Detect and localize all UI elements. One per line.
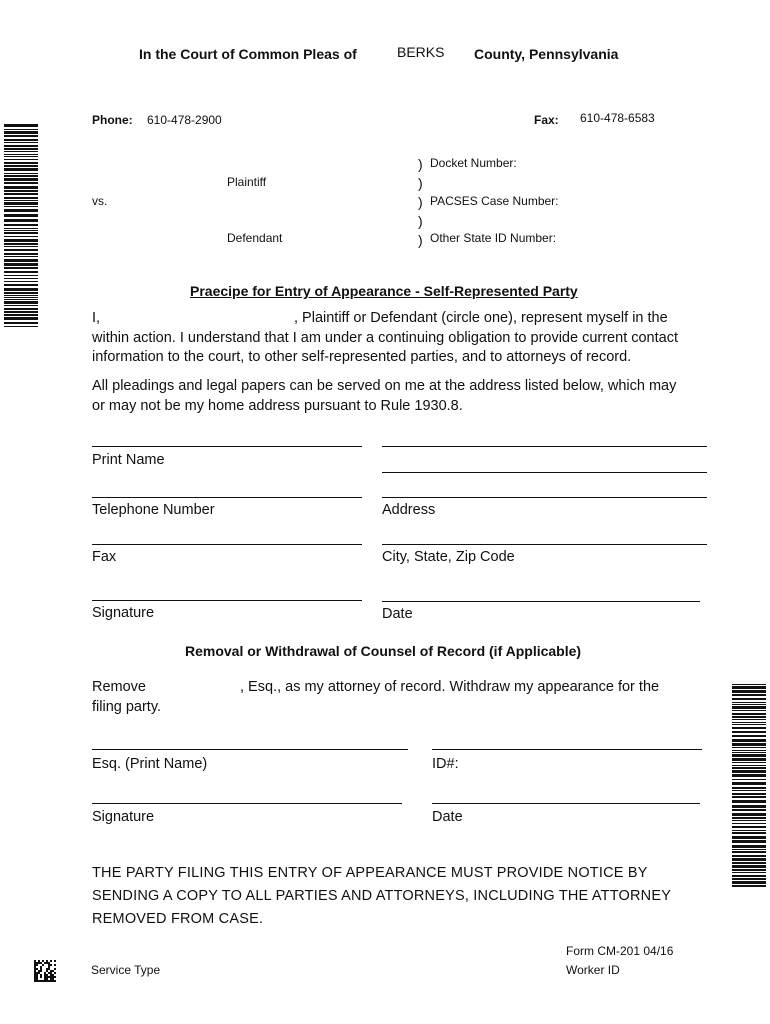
barcode-bar xyxy=(4,168,38,171)
address-line-1[interactable] xyxy=(382,446,707,447)
form-id: Form CM-201 04/16 xyxy=(566,944,674,958)
barcode-bar xyxy=(4,186,38,189)
removal-date-line[interactable] xyxy=(432,803,700,804)
barcode-bar xyxy=(732,869,766,871)
barcode-bar xyxy=(4,124,38,127)
barcode-bar xyxy=(4,182,38,184)
worker-id-label: Worker ID xyxy=(566,963,620,977)
qr-module xyxy=(40,980,42,982)
qr-module xyxy=(40,976,42,978)
barcode-bar xyxy=(4,139,38,141)
qr-module xyxy=(48,976,50,978)
barcode-bar xyxy=(732,862,766,864)
barcode-bar xyxy=(4,267,38,269)
barcode-bar xyxy=(4,256,38,257)
barcode-bar xyxy=(732,820,766,821)
praecipe-line3: information to the court, to other self-represented parties, and to attorneys of record. xyxy=(92,349,632,365)
barcode-bar xyxy=(732,790,766,791)
barcode-bar xyxy=(4,288,38,291)
barcode-bar xyxy=(732,752,766,753)
barcode-bar xyxy=(732,793,766,795)
praecipe-line4: All pleadings and legal papers can be served on me at the address listed below, which may xyxy=(92,378,677,394)
left-barcode xyxy=(4,124,38,328)
barcode-bar xyxy=(4,209,38,212)
qr-module xyxy=(44,980,46,982)
barcode-bar xyxy=(732,845,766,848)
qr-module xyxy=(50,980,52,982)
print-name-label: Print Name xyxy=(92,452,165,468)
barcode-bar xyxy=(4,301,38,304)
qr-module xyxy=(42,964,44,966)
qr-module xyxy=(38,972,40,974)
barcode-bar xyxy=(4,165,38,167)
court-prefix: In the Court of Common Pleas of xyxy=(139,46,357,62)
barcode-bar xyxy=(4,284,38,286)
barcode-bar xyxy=(732,805,766,808)
qr-module xyxy=(54,976,56,978)
qr-module xyxy=(34,974,36,976)
barcode-bar xyxy=(732,849,766,850)
print-name-line[interactable] xyxy=(92,446,362,447)
barcode-bar xyxy=(4,129,38,130)
barcode-bar xyxy=(4,236,38,237)
barcode-bar xyxy=(4,193,38,195)
right-barcode xyxy=(732,684,766,888)
barcode-bar xyxy=(732,823,766,824)
barcode-bar xyxy=(4,214,38,217)
id-number-line[interactable] xyxy=(432,749,702,750)
qr-module xyxy=(34,970,36,972)
barcode-bar xyxy=(4,305,38,306)
barcode-bar xyxy=(732,684,766,685)
barcode-bar xyxy=(4,175,38,177)
barcode-bar xyxy=(4,314,38,316)
barcode-bar xyxy=(4,148,38,150)
address-label: Address xyxy=(382,502,436,518)
barcode-bar xyxy=(732,765,766,766)
qr-module xyxy=(50,970,52,972)
barcode-bar xyxy=(4,230,38,231)
docket-number-label: Docket Number: xyxy=(430,156,517,170)
date-label: Date xyxy=(382,606,413,622)
qr-module xyxy=(46,970,48,972)
barcode-bar xyxy=(732,851,766,853)
telephone-line[interactable] xyxy=(92,497,362,498)
barcode-bar xyxy=(732,686,766,689)
barcode-bar xyxy=(732,770,766,773)
barcode-bar xyxy=(732,713,766,715)
barcode-bar xyxy=(4,263,38,266)
barcode-bar xyxy=(732,796,766,798)
qr-module xyxy=(36,978,38,980)
qr-module xyxy=(36,976,38,978)
barcode-bar xyxy=(732,704,766,705)
barcode-bar xyxy=(732,710,766,711)
caption-paren: ) xyxy=(418,175,423,191)
barcode-bar xyxy=(4,162,38,164)
caption-paren: ) xyxy=(418,232,423,248)
qr-module xyxy=(46,960,48,962)
qr-module xyxy=(54,964,56,966)
qr-module xyxy=(46,974,48,976)
barcode-bar xyxy=(732,706,766,709)
remove-label: Remove xyxy=(92,679,146,695)
fax-line[interactable] xyxy=(92,544,362,545)
phone-value[interactable]: 610-478-2900 xyxy=(147,113,222,127)
qr-module xyxy=(46,978,48,980)
barcode-bar xyxy=(732,840,766,843)
qr-module xyxy=(52,970,54,972)
caption-paren: ) xyxy=(418,213,423,229)
barcode-bar xyxy=(732,858,766,861)
qr-module xyxy=(50,960,52,962)
barcode-bar xyxy=(732,747,766,748)
qr-module xyxy=(40,970,42,972)
barcode-bar xyxy=(4,190,38,192)
qr-module xyxy=(46,962,48,964)
praecipe-line5: or may not be my home address pursuant to Rule 1930.8. xyxy=(92,398,463,414)
barcode-bar xyxy=(732,782,766,785)
qr-module xyxy=(52,974,54,976)
barcode-bar xyxy=(4,243,38,245)
barcode-bar xyxy=(4,322,38,324)
barcode-bar xyxy=(732,754,766,757)
barcode-bar xyxy=(732,739,766,742)
qr-module xyxy=(44,978,46,980)
fax-field-label: Fax xyxy=(92,549,117,565)
qr-module xyxy=(50,978,52,980)
removal-signature-line[interactable] xyxy=(92,803,402,804)
barcode-bar xyxy=(732,743,766,746)
barcode-bar xyxy=(732,826,766,828)
barcode-bar xyxy=(4,224,38,226)
barcode-bar xyxy=(4,271,38,273)
city-state-zip-line[interactable] xyxy=(382,544,707,545)
court-suffix: County, Pennsylvania xyxy=(474,46,619,62)
qr-module xyxy=(38,962,40,964)
barcode-bar xyxy=(732,774,766,777)
barcode-bar xyxy=(732,800,766,803)
service-type-label: Service Type xyxy=(91,963,161,977)
qr-module xyxy=(52,978,54,980)
qr-module xyxy=(52,980,54,982)
barcode-bar xyxy=(4,145,38,147)
barcode-bar xyxy=(4,246,38,247)
notice-line1: THE PARTY FILING THIS ENTRY OF APPEARANCE MUST PROVIDE NOTICE BY xyxy=(92,865,648,881)
qr-module xyxy=(42,960,44,962)
barcode-bar xyxy=(4,200,38,201)
barcode-bar xyxy=(4,154,38,155)
barcode-bar xyxy=(4,135,38,137)
qr-module xyxy=(36,968,38,970)
qr-module xyxy=(34,976,36,978)
qr-module xyxy=(34,980,36,982)
fax-value[interactable]: 610-478-6583 xyxy=(580,111,655,125)
barcode-bar xyxy=(732,694,766,696)
barcode-bar xyxy=(732,762,766,763)
barcode-bar xyxy=(4,311,38,313)
barcode-bar xyxy=(4,259,38,262)
telephone-number-label: Telephone Number xyxy=(92,502,215,518)
qr-module xyxy=(44,972,46,974)
removal-title: Removal or Withdrawal of Counsel of Record (if Applicable) xyxy=(185,643,582,659)
barcode-bar xyxy=(732,872,766,873)
barcode-bar xyxy=(4,297,38,298)
qr-module xyxy=(40,974,42,976)
barcode-bar xyxy=(732,735,766,737)
qr-module xyxy=(34,972,36,974)
qr-module xyxy=(48,968,50,970)
qr-module xyxy=(42,980,44,982)
qr-module xyxy=(34,978,36,980)
barcode-bar xyxy=(4,219,38,222)
plaintiff-label: Plaintiff xyxy=(227,175,267,189)
barcode-bar xyxy=(4,178,38,181)
barcode-bar xyxy=(732,731,766,733)
barcode-bar xyxy=(732,813,766,816)
barcode-bar xyxy=(4,159,38,160)
signature-label: Signature xyxy=(92,605,155,621)
qr-module xyxy=(44,976,46,978)
barcode-bar xyxy=(732,698,766,700)
barcode-bar xyxy=(732,855,766,857)
qr-module xyxy=(48,980,50,982)
barcode-bar xyxy=(4,239,38,242)
barcode-bar xyxy=(4,142,38,143)
esq-name-line[interactable] xyxy=(92,749,408,750)
notice-line3: REMOVED FROM CASE. xyxy=(92,911,264,927)
barcode-bar xyxy=(4,308,38,310)
removal-date-label: Date xyxy=(432,809,463,825)
qr-module xyxy=(54,960,56,962)
phone-label: Phone: xyxy=(92,113,133,127)
praecipe-line2: within action. I understand that I am under a continuing obligation to provide current contact xyxy=(92,330,678,346)
barcode-bar xyxy=(732,779,766,780)
barcode-bar xyxy=(732,817,766,819)
praecipe-title: Praecipe for Entry of Appearance - Self-Represented Party xyxy=(190,283,578,299)
barcode-bar xyxy=(4,249,38,251)
barcode-bar xyxy=(732,865,766,868)
qr-module xyxy=(36,964,38,966)
id-label: ID#: xyxy=(432,756,459,772)
qr-module xyxy=(46,968,48,970)
qr-module xyxy=(38,980,40,982)
qr-code-icon xyxy=(34,960,56,982)
removal-line1: , Esq., as my attorney of record. Withdraw my appearance for the xyxy=(240,679,660,695)
qr-module xyxy=(40,968,42,970)
city-state-zip-label: City, State, Zip Code xyxy=(382,549,515,565)
qr-module xyxy=(54,968,56,970)
barcode-bar xyxy=(4,232,38,234)
removal-signature-label: Signature xyxy=(92,809,155,825)
qr-module xyxy=(34,964,36,966)
barcode-bar xyxy=(732,881,766,884)
qr-module xyxy=(52,976,54,978)
address-line-3[interactable] xyxy=(382,497,707,498)
notice-line2: SENDING A COPY TO ALL PARTIES AND ATTORNEYS, INCLUDING THE ATTORNEY xyxy=(92,888,672,904)
barcode-bar xyxy=(4,131,38,134)
barcode-bar xyxy=(732,690,766,693)
qr-module xyxy=(36,974,38,976)
barcode-bar xyxy=(4,151,38,152)
barcode-bar xyxy=(4,202,38,205)
barcode-bar xyxy=(4,253,38,255)
fax-label: Fax: xyxy=(534,113,559,127)
barcode-bar xyxy=(732,830,766,831)
barcode-bar xyxy=(732,836,766,839)
qr-module xyxy=(48,972,50,974)
barcode-bar xyxy=(732,719,766,720)
qr-module xyxy=(54,972,56,974)
barcode-bar xyxy=(732,716,766,718)
esq-print-name-label: Esq. (Print Name) xyxy=(92,756,208,772)
qr-module xyxy=(50,972,52,974)
barcode-bar xyxy=(732,722,766,723)
barcode-bar xyxy=(732,702,766,703)
qr-module xyxy=(50,976,52,978)
qr-module xyxy=(40,966,42,968)
barcode-bar xyxy=(732,809,766,811)
qr-module xyxy=(34,962,36,964)
barcode-bar xyxy=(732,750,766,751)
barcode-bar xyxy=(732,758,766,761)
signature-line[interactable] xyxy=(92,600,362,601)
county-value[interactable]: BERKS xyxy=(397,44,445,60)
qr-module xyxy=(34,966,36,968)
vs-label: vs. xyxy=(92,194,108,208)
qr-module xyxy=(44,974,46,976)
praecipe-i-label: I, xyxy=(92,310,101,326)
qr-module xyxy=(46,976,48,978)
removal-line2: filing party. xyxy=(92,699,162,715)
qr-module xyxy=(48,966,50,968)
address-line-2[interactable] xyxy=(382,472,707,473)
qr-module xyxy=(38,970,40,972)
barcode-bar xyxy=(4,317,38,320)
barcode-bar xyxy=(4,228,38,229)
qr-module xyxy=(34,968,36,970)
barcode-bar xyxy=(4,206,38,207)
qr-module xyxy=(54,980,56,982)
barcode-bar xyxy=(732,878,766,880)
qr-module xyxy=(46,980,48,982)
barcode-bar xyxy=(732,724,766,725)
other-state-id-label: Other State ID Number: xyxy=(430,231,557,245)
date-line[interactable] xyxy=(382,601,700,602)
barcode-bar xyxy=(4,295,38,296)
qr-module xyxy=(36,962,38,964)
barcode-bar xyxy=(732,875,766,877)
barcode-bar xyxy=(4,281,38,282)
qr-module xyxy=(36,972,38,974)
qr-module xyxy=(50,964,52,966)
barcode-bar xyxy=(732,787,766,789)
barcode-bar xyxy=(4,156,38,157)
praecipe-line1: , Plaintiff or Defendant (circle one), represent myself in the xyxy=(294,310,668,326)
barcode-bar xyxy=(732,727,766,729)
barcode-bar xyxy=(4,197,38,199)
barcode-bar xyxy=(4,173,38,174)
qr-module xyxy=(48,964,50,966)
qr-module xyxy=(48,962,50,964)
barcode-bar xyxy=(4,326,38,327)
qr-module xyxy=(38,960,40,962)
barcode-bar xyxy=(4,278,38,279)
qr-module xyxy=(34,960,36,962)
barcode-bar xyxy=(732,832,766,834)
qr-module xyxy=(40,962,42,964)
defendant-label: Defendant xyxy=(227,231,283,245)
barcode-bar xyxy=(732,767,766,769)
barcode-bar xyxy=(4,275,38,276)
qr-module xyxy=(36,980,38,982)
barcode-bar xyxy=(4,299,38,300)
barcode-bar xyxy=(732,885,766,887)
caption-paren: ) xyxy=(418,156,423,172)
barcode-bar xyxy=(4,292,38,294)
pacses-case-number-label: PACSES Case Number: xyxy=(430,194,559,208)
qr-module xyxy=(50,974,52,976)
qr-module xyxy=(44,962,46,964)
caption-paren: ) xyxy=(418,194,423,210)
